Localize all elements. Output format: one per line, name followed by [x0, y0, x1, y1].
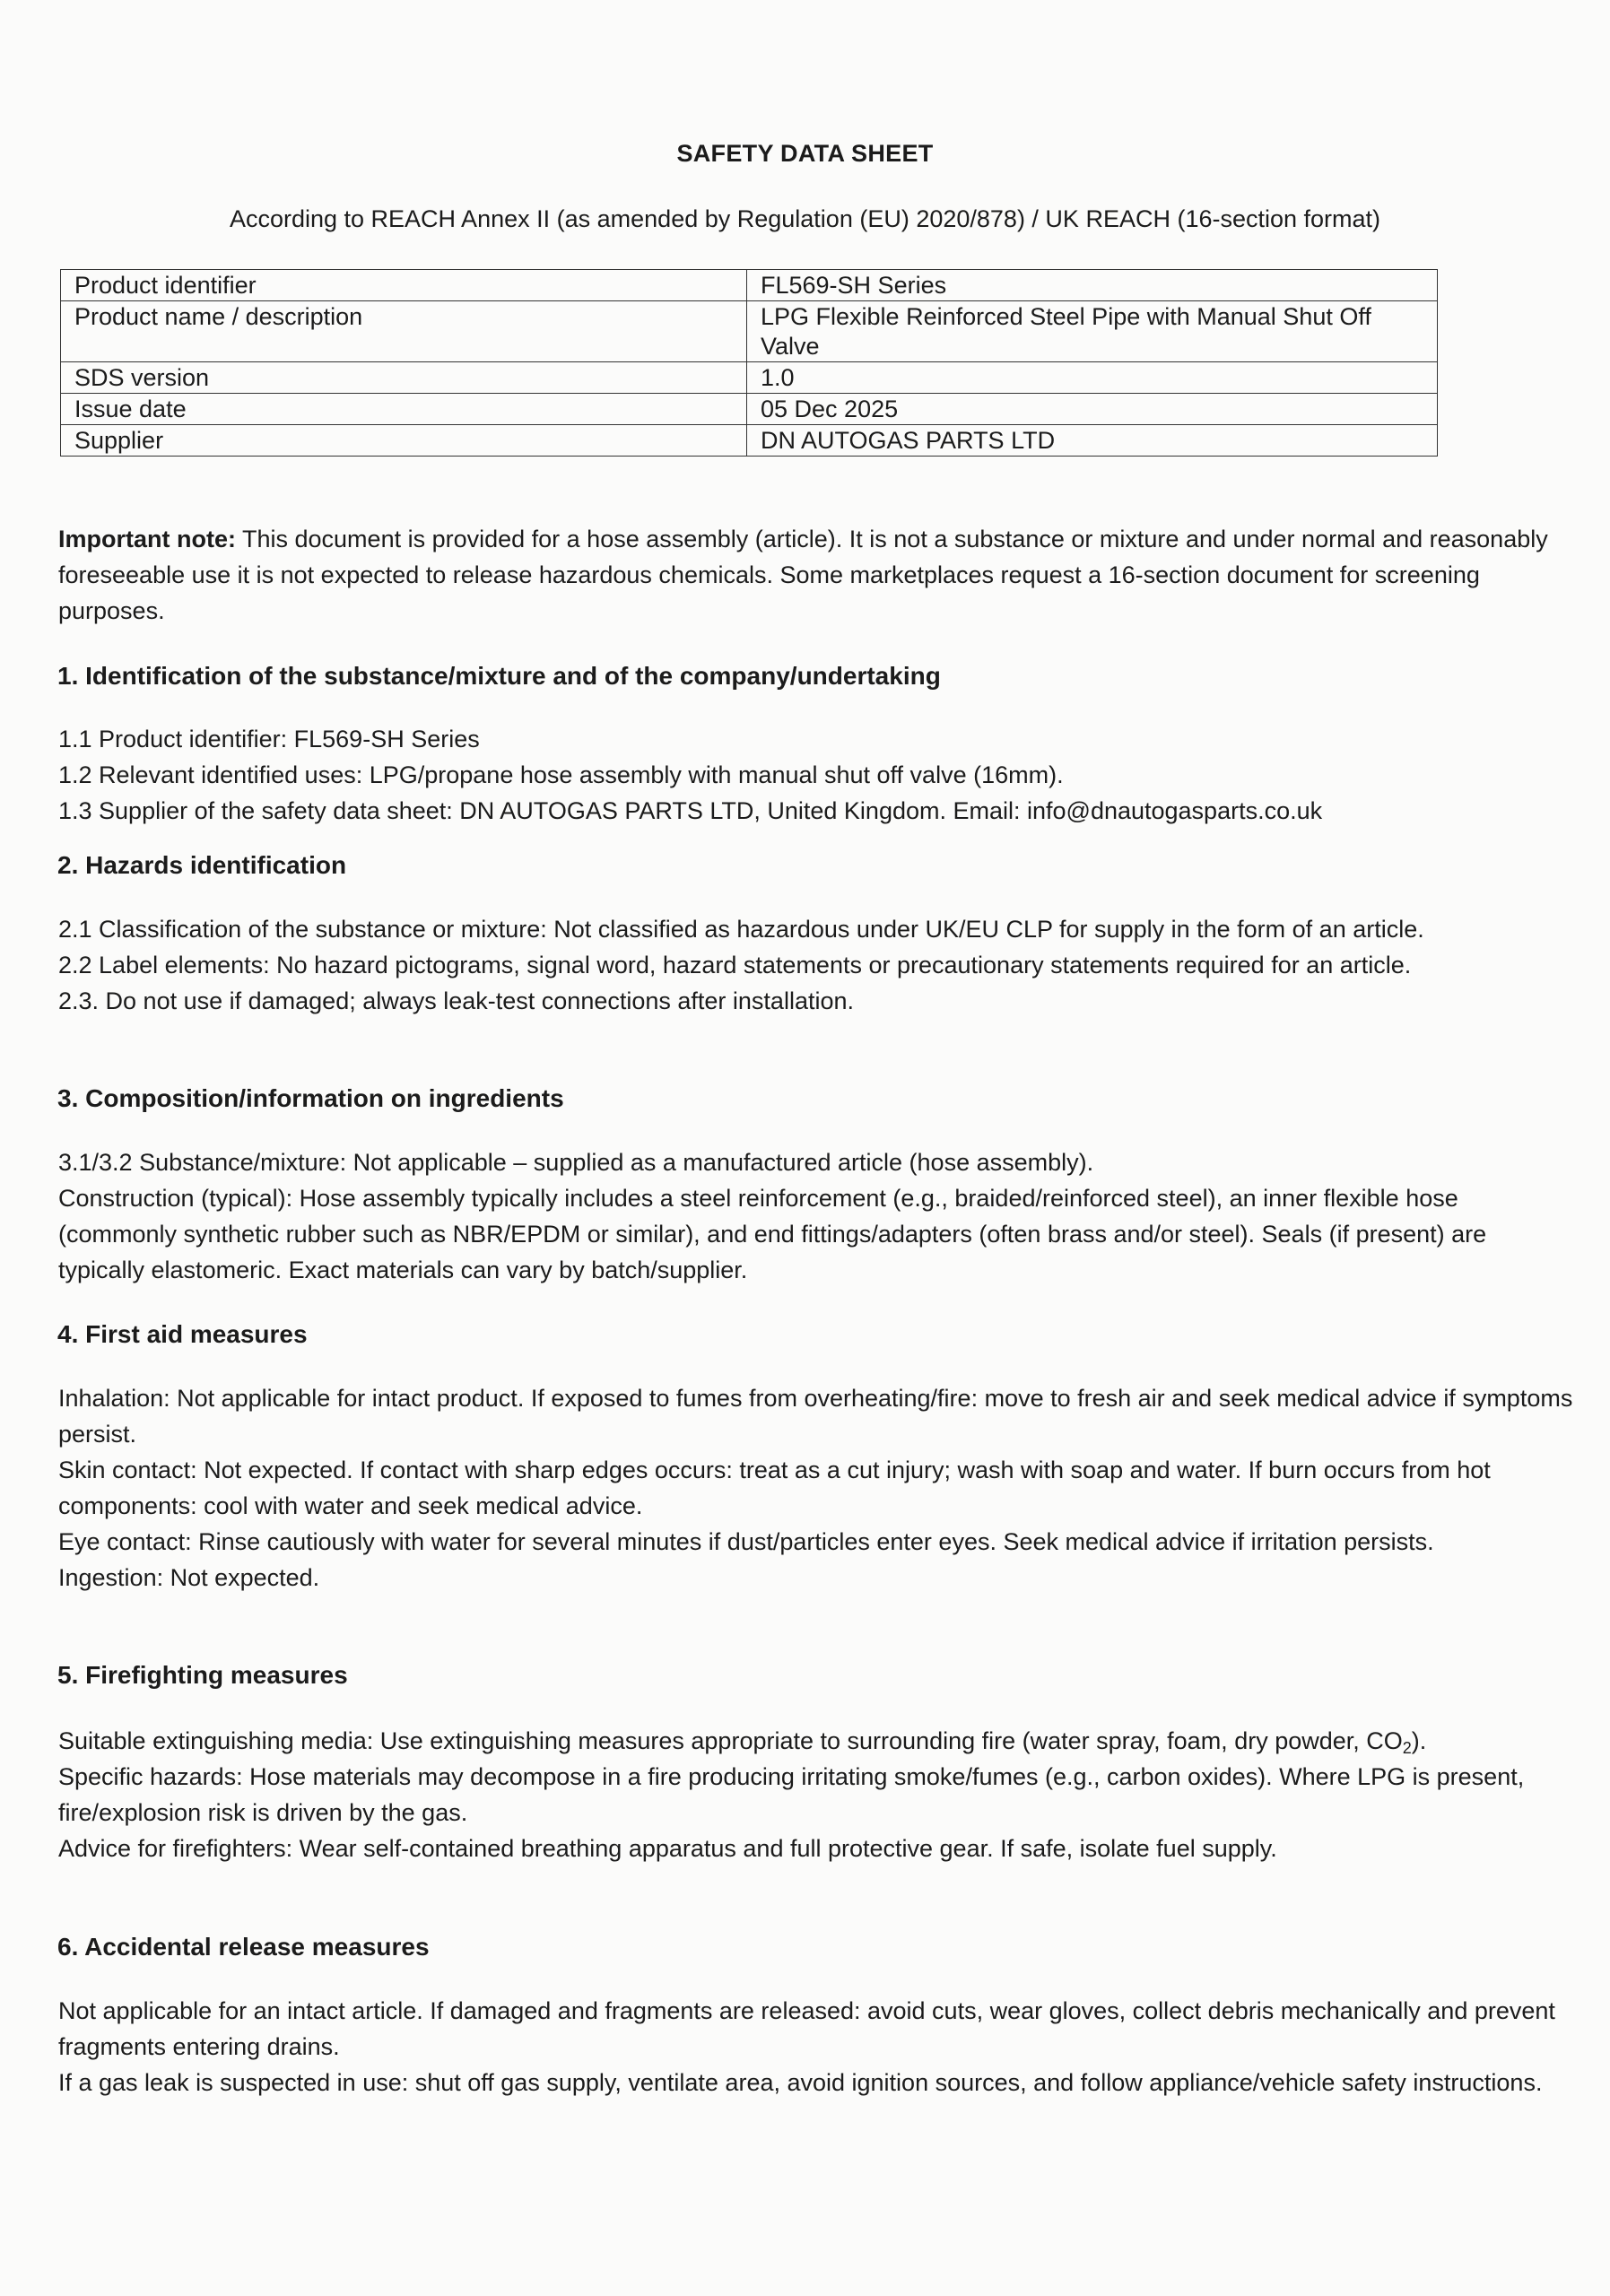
section-line: 1.1 Product identifier: FL569-SH Series	[58, 726, 480, 752]
section-line: Construction (typical): Hose assembly typically includes a steel reinforcement (e.g., braided/reinforced steel), an inner flexible hose (commonly synthetic rubber such as NBR/EPDM or similar), and end fittings/adapters (often brass and/or steel). Seals (if present) are typically elastomeric. Exact materials can vary by batch/supplier.	[58, 1185, 1487, 1283]
section-1-body	[58, 721, 1574, 829]
section-line: Ingestion: Not expected.	[58, 1564, 320, 1591]
section-line: Eye contact: Rinse cautiously with water for several minutes if dust/particles enter eyes. Seek medical advice if irritation persists.	[58, 1528, 1434, 1555]
section-line: Inhalation: Not applicable for intact product. If exposed to fumes from overheating/fire: move to fresh air and seek medical advice if symptoms persist.	[58, 1385, 1573, 1448]
table-value: LPG Flexible Reinforced Steel Pipe with Manual Shut Off Valve	[747, 301, 1438, 362]
section-3-body	[58, 1144, 1574, 1288]
table-label: Supplier	[61, 425, 747, 457]
section-line: Specific hazards: Hose materials may decompose in a fire producing irritating smoke/fumes (e.g., carbon oxides). Where LPG is present, fire/explosion risk is driven by the gas.	[58, 1763, 1525, 1826]
section-3-heading: 3. Composition/information on ingredients	[57, 1084, 564, 1112]
table-label: Product identifier	[61, 270, 747, 301]
important-note-text: This document is provided for a hose assembly (article). It is not a substance or mixture and under normal and reasonably foreseeable use it is not expected to release hazardous chemicals. Some marketplaces request a 16-section document for screening purposes.	[58, 526, 1548, 624]
extinguishing-media-end: ).	[1411, 1727, 1427, 1754]
table-value: DN AUTOGAS PARTS LTD	[747, 425, 1438, 457]
extinguishing-media-text: Suitable extinguishing media: Use extinguishing measures appropriate to surrounding fire (water spray, foam, dry powder, CO	[58, 1727, 1403, 1754]
important-note	[58, 521, 1574, 629]
section-line: 1.3 Supplier of the safety data sheet: DN AUTOGAS PARTS LTD, United Kingdom. Email: info@dnautogasparts.co.uk	[58, 797, 1323, 824]
table-value: 1.0	[747, 362, 1438, 394]
section-line: 3.1/3.2 Substance/mixture: Not applicable – supplied as a manufactured article (hose assembly).	[58, 1149, 1094, 1176]
section-line: Skin contact: Not expected. If contact with sharp edges occurs: treat as a cut injury; wash with soap and water. If burn occurs from hot components: cool with water and seek medical advice.	[58, 1457, 1491, 1519]
table-value: 05 Dec 2025	[747, 394, 1438, 425]
product-info-table	[60, 269, 1438, 457]
section-line: 1.2 Relevant identified uses: LPG/propane hose assembly with manual shut off valve (16mm).	[58, 761, 1064, 788]
subscript: 2	[1402, 1739, 1412, 1757]
important-note-label: Important note:	[58, 526, 236, 552]
section-line: 2.3. Do not use if damaged; always leak-test connections after installation.	[58, 987, 854, 1014]
table-label: SDS version	[61, 362, 747, 394]
table-label: Issue date	[61, 394, 747, 425]
section-6-body	[58, 1993, 1574, 2100]
document-title: SAFETY DATA SHEET	[676, 140, 934, 167]
table-row	[61, 301, 1438, 362]
document-subtitle: According to REACH Annex II (as amended by Regulation (EU) 2020/878) / UK REACH (16-section format)	[229, 205, 1381, 232]
section-1-heading: 1. Identification of the substance/mixture and of the company/undertaking	[57, 662, 941, 690]
section-line: Advice for firefighters: Wear self-contained breathing apparatus and full protective gear. If safe, isolate fuel supply.	[58, 1835, 1277, 1862]
table-label: Product name / description	[61, 301, 747, 362]
section-line: 2.1 Classification of the substance or mixture: Not classified as hazardous under UK/EU CLP for supply in the form of an article.	[58, 916, 1424, 943]
table-row	[61, 394, 1438, 425]
table-row	[61, 362, 1438, 394]
section-line: 2.2 Label elements: No hazard pictograms, signal word, hazard statements or precautionary statements required for an article.	[58, 952, 1412, 978]
section-line: Not applicable for an intact article. If damaged and fragments are released: avoid cuts, wear gloves, collect debris mechanically and prevent fragments entering drains.	[58, 1997, 1555, 2060]
section-2-heading: 2. Hazards identification	[57, 851, 347, 879]
section-5-heading: 5. Firefighting measures	[57, 1661, 348, 1689]
table-row	[61, 425, 1438, 457]
section-4-body	[58, 1380, 1574, 1596]
table-row	[61, 270, 1438, 301]
table-value: FL569-SH Series	[747, 270, 1438, 301]
section-4-heading: 4. First aid measures	[57, 1320, 308, 1348]
section-2-body	[58, 911, 1574, 1019]
section-5-body	[58, 1723, 1574, 1866]
section-line: If a gas leak is suspected in use: shut off gas supply, ventilate area, avoid ignition sources, and follow appliance/vehicle safety instructions.	[58, 2069, 1543, 2096]
section-line	[58, 1723, 1574, 1759]
section-6-heading: 6. Accidental release measures	[57, 1933, 430, 1961]
